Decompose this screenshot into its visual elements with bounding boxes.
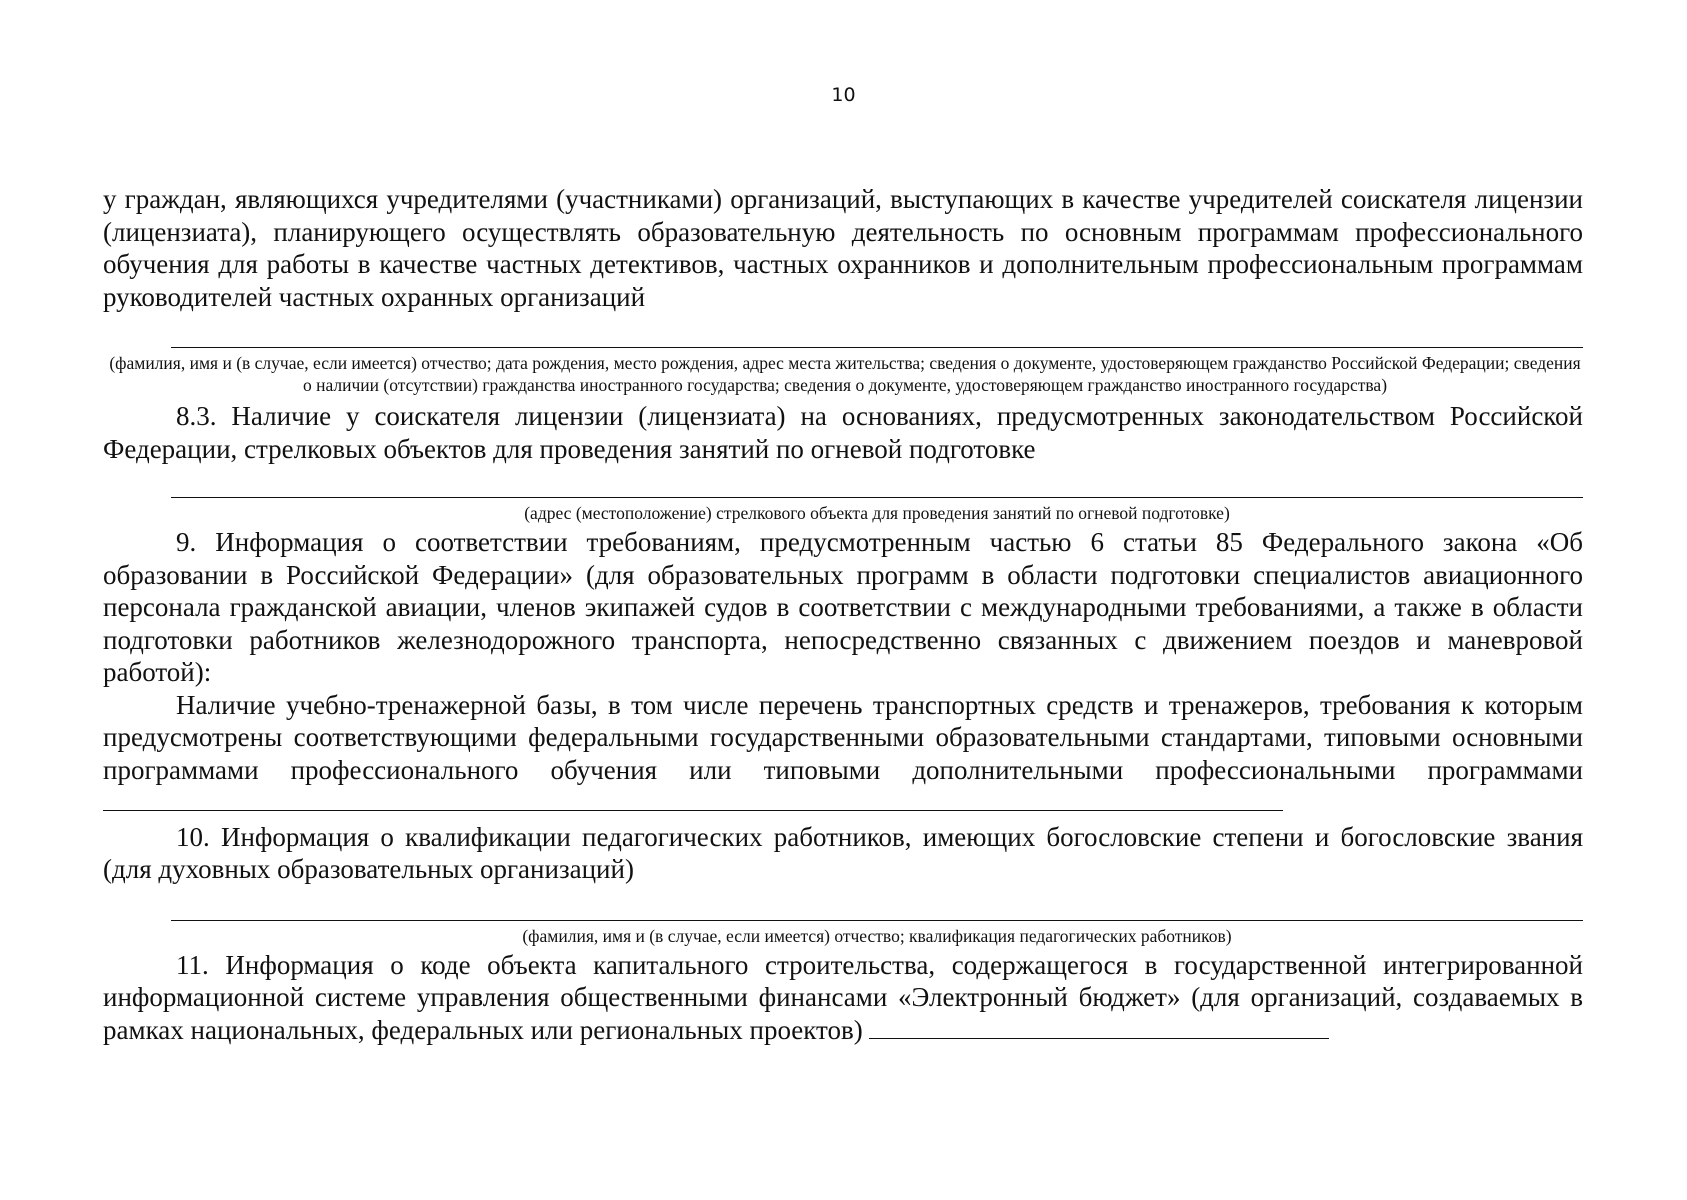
- item-8-3-paragraph: 8.3. Наличие у соискателя лицензии (лицензиата) на основаниях, предусмотренных законодательством Российской Федерации, стрелковых объектов для проведения занятий по огневой подготовке: [103, 401, 1583, 464]
- item-10-fill-line: [171, 920, 1583, 921]
- item-8-3-fill-line: [171, 497, 1583, 498]
- item-10-caption: (фамилия, имя и (в случае, если имеется) отчество; квалификация педагогических работников): [522, 925, 1232, 946]
- founders-fill-line: [171, 347, 1583, 348]
- item-11-text: 11. Информация о коде объекта капитального строительства, содержащегося в государственной интегрированной информационной системе управления общественными финансами «Электронный бюджет» (для организаций, создаваемых в рамках национальных, федеральных или региональных проектов): [103, 949, 1583, 1045]
- item-11-paragraph: [103, 949, 1583, 1047]
- document-body: [103, 183, 1583, 1046]
- item-9-base-paragraph: [103, 689, 1583, 819]
- item-11-fill-line: [869, 1020, 1329, 1039]
- founders-caption: (фамилия, имя и (в случае, если имеется) отчество; дата рождения, место рождения, адрес места жительства; сведения о документе, удостоверяющем гражданство Российской Федерации; сведения о наличии (отсутствии) гражданства иностранного государства; сведения о документе, удостоверяющем гражданство иностранного государства): [109, 353, 1581, 395]
- item-9-paragraph: 9. Информация о соответствии требованиям, предусмотренным частью 6 статьи 85 Федерального закона «Об образовании в Российской Федерации» (для образовательных программ в области подготовки специалистов авиационного персонала гражданской авиации, членов экипажей судов в соответствии с международными требованиями, а также в области подготовки работников железнодорожного транспорта, непосредственно связанных с движением поездов и маневровой работой):: [103, 527, 1583, 687]
- founders-paragraph: у граждан, являющихся учредителями (участниками) организаций, выступающих в качестве учредителей соискателя лицензии (лицензиата), планирующего осуществлять образовательную деятельность по основным программам профессионального обучения для работы в качестве частных детективов, частных охранников и дополнительным профессиональным программам руководителей частных охранных организаций: [103, 184, 1583, 312]
- item-8-3-caption: (адрес (местоположение) стрелкового объекта для проведения занятий по огневой подготовке): [524, 503, 1230, 523]
- page-number: 10: [831, 84, 856, 106]
- item-10-paragraph: 10. Информация о квалификации педагогических работников, имеющих богословские степени и богословские звания (для духовных образовательных организаций): [103, 821, 1583, 884]
- item-9-base-text: Наличие учебно-тренажерной базы, в том числе перечень транспортных средств и тренажеров, требования к которым предусмотрены соответствующими федеральными государственными образовательными стандартами, типовыми основными программами профессионального обучения или типовыми дополнительными профессиональными программами: [103, 689, 1583, 785]
- item-9-base-fill-line: [103, 792, 1283, 811]
